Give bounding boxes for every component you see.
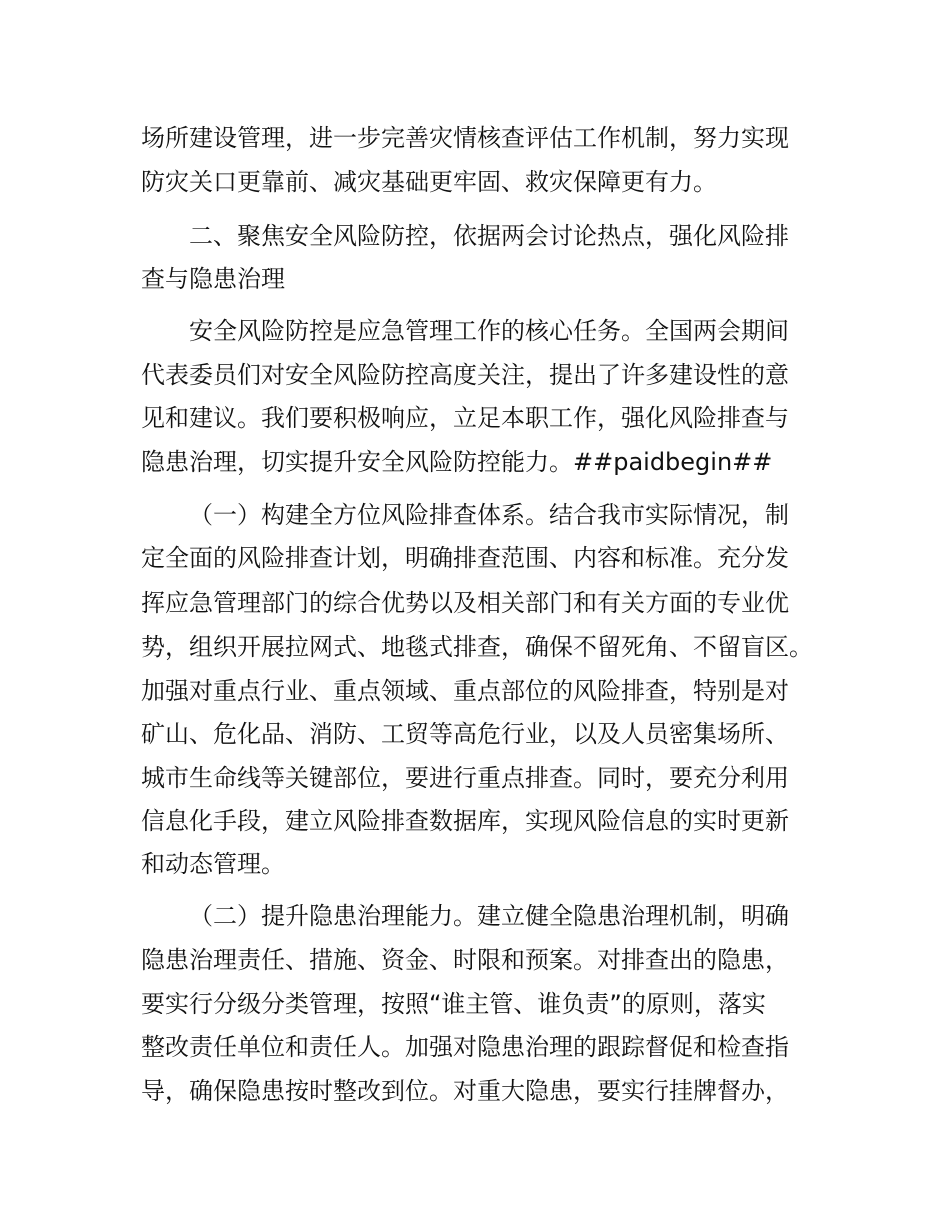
body-line: 信息化手段，建立风险排查数据库，实现风险信息的实时更新 (141, 807, 789, 835)
body-line: 城市生命线等关键部位，要进行重点排查。同时，要充分利用 (141, 764, 789, 792)
body-line: 定全面的风险排查计划，明确排查范围、内容和标准。充分发 (141, 544, 789, 572)
body-line: 挥应急管理部门的综合优势以及相关部门和有关方面的专业优 (141, 589, 789, 617)
body-line: 矿山、危化品、消防、工贸等高危行业，以及人员密集场所、 (141, 720, 789, 748)
subsection-line: （一）构建全方位风险排查体系。结合我市实际情况，制 (189, 501, 789, 529)
body-line: 安全风险防控是应急管理工作的核心任务。全国两会期间 (189, 317, 789, 345)
section-heading-line: 查与隐患治理 (141, 265, 285, 293)
body-line: 和动态管理。 (141, 850, 285, 878)
body-line: 导，确保隐患按时整改到位。对重大隐患，要实行挂牌督办， (141, 1077, 789, 1105)
section-heading-line: 二、聚焦安全风险防控，依据两会讨论热点，强化风险排 (189, 222, 789, 250)
body-line: 见和建议。我们要积极响应，立足本职工作，强化风险排查与 (141, 404, 789, 432)
body-line: 加强对重点行业、重点领域、重点部位的风险排查，特别是对 (141, 677, 789, 705)
body-line: 防灾关口更靠前、减灾基础更牢固、救灾保障更有力。 (141, 168, 717, 196)
body-line: 势，组织开展拉网式、地毯式排查，确保不留死角、不留盲区。 (141, 633, 813, 661)
body-line: 场所建设管理，进一步完善灾情核查评估工作机制，努力实现 (141, 124, 789, 152)
subsection-line: （二）提升隐患治理能力。建立健全隐患治理机制，明确 (189, 902, 789, 930)
body-line: 要实行分级分类管理，按照“谁主管、谁负责”的原则，落实 (141, 990, 766, 1018)
body-line: 代表委员们对安全风险防控高度关注，提出了许多建设性的意 (141, 361, 789, 389)
body-line: 整改责任单位和责任人。加强对隐患治理的跟踪督促和检查指 (141, 1033, 789, 1061)
body-line: 隐患治理，切实提升安全风险防控能力。##paidbegin## (141, 448, 773, 476)
body-line: 隐患治理责任、措施、资金、时限和预案。对排查出的隐患， (141, 946, 789, 974)
